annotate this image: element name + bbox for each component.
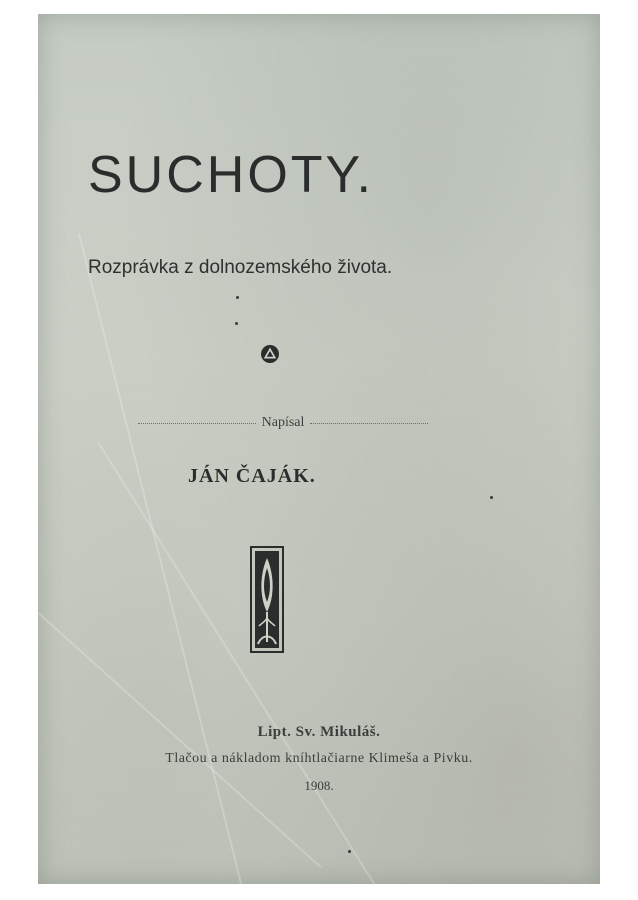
ink-speck	[490, 496, 493, 499]
book-subtitle: Rozprávka z dolnozemského života.	[88, 257, 393, 278]
ink-speck	[235, 322, 238, 325]
art-nouveau-vignette-icon	[250, 546, 284, 653]
title-page	[38, 14, 600, 884]
publication-year: 1908.	[304, 778, 334, 793]
ink-speck	[236, 296, 239, 299]
book-title: SUCHOTY.	[88, 146, 374, 204]
dotted-rule-right	[310, 423, 428, 424]
paper-crease	[98, 443, 375, 884]
triangle-in-circle-icon	[260, 344, 280, 364]
author-name: JÁN ČAJÁK.	[188, 465, 316, 487]
byline	[138, 416, 428, 430]
printer-line: Tlačou a nákladom kníhtlačiarne Klimeša a Pivku.	[165, 751, 473, 766]
publication-place: Lipt. Sv. Mikuláš.	[257, 724, 381, 740]
dotted-rule-left	[138, 423, 256, 424]
byline-label: Napísal	[261, 415, 305, 430]
ink-speck	[348, 850, 351, 853]
